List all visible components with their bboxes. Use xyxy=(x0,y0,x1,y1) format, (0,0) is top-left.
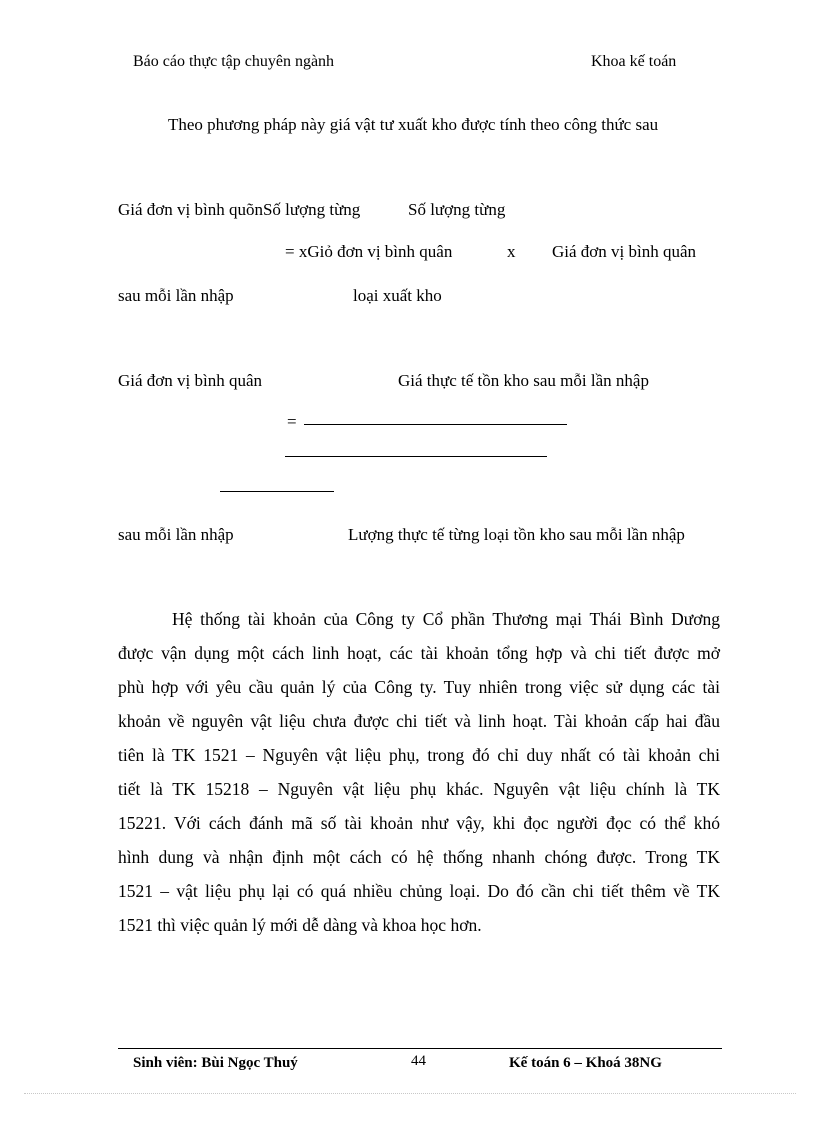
paragraph-line: tiết là TK 15218 – Nguyên vật liệu phụ khác. Nguyên vật liệu chính là TK xyxy=(118,779,720,799)
formula2-denominator: Lượng thực tế từng loại tồn kho sau mỗi lần nhập xyxy=(348,525,685,544)
formula1-row2-x: x xyxy=(507,242,516,261)
paragraph-line: 15221. Với cách đánh mã số tài khoản như vậy, khi đọc người đọc có thể khó xyxy=(118,813,720,833)
paragraph-line: 1521 – vật liệu phụ lại có quá nhiều chủng loại. Do đó cần chi tiết thêm về TK xyxy=(118,881,720,901)
page-edge-divider xyxy=(24,1093,796,1094)
header-left: Báo cáo thực tập chuyên ngành xyxy=(133,53,335,70)
formula2-equals: = xyxy=(287,412,297,431)
fraction-line-1 xyxy=(304,424,567,425)
formula1-row2-eq: = xGiỏ đơn vị bình quân xyxy=(285,242,453,261)
paragraph-line: tiên là TK 1521 – Nguyên vật liệu phụ, trong đó chỉ duy nhất có tài khoản chi xyxy=(118,745,720,765)
formula1-row1-left: Giá đơn vị bình quõnSố lượng từng xyxy=(118,200,361,219)
paragraph-line: 1521 thì việc quản lý mới dễ dàng và khoa học hơn. xyxy=(118,915,482,935)
intro-text: Theo phương pháp này giá vật tư xuất kho được tính theo công thức sau xyxy=(168,115,659,134)
paragraph-line: hình dung và nhận định một cách có hệ thống nhanh chóng được. Trong TK xyxy=(118,847,720,867)
fraction-line-2 xyxy=(285,456,547,457)
paragraph-line: phù hợp với yêu cầu quản lý của Công ty. Tuy nhiên trong việc sử dụng các tài xyxy=(118,677,720,697)
paragraph-line: Hệ thống tài khoản của Công ty Cổ phần Thương mại Thái Bình Dương xyxy=(172,609,720,629)
footer-student: Sinh viên: Bùi Ngọc Thuý xyxy=(133,1055,298,1071)
body-paragraph xyxy=(118,602,720,942)
formula1-row2-right: Giá đơn vị bình quân xyxy=(552,242,697,261)
page-number: 44 xyxy=(411,1053,426,1069)
formula1-row1-right: Số lượng từng xyxy=(408,200,506,219)
paragraph-line: khoản về nguyên vật liệu chưa được chi tiết và linh hoạt. Tài khoản cấp hai đầu xyxy=(118,711,720,731)
header-right: Khoa kế toán xyxy=(591,53,677,70)
formula2-left-bottom: sau mỗi lần nhập xyxy=(118,525,234,544)
formula1-row3-left: sau mỗi lần nhập xyxy=(118,286,234,305)
footer-class: Kế toán 6 – Khoá 38NG xyxy=(509,1055,662,1071)
formula2-left-top: Giá đơn vị bình quân xyxy=(118,371,263,390)
paragraph-line: được vận dụng một cách linh hoạt, các tài khoản tổng hợp và chi tiết được mở xyxy=(118,643,720,663)
footer-rule xyxy=(118,1048,722,1049)
fraction-line-3 xyxy=(220,491,334,492)
formula1-row3-mid: loại xuất kho xyxy=(353,286,442,305)
formula2-numerator: Giá thực tế tồn kho sau mỗi lần nhập xyxy=(398,371,649,390)
